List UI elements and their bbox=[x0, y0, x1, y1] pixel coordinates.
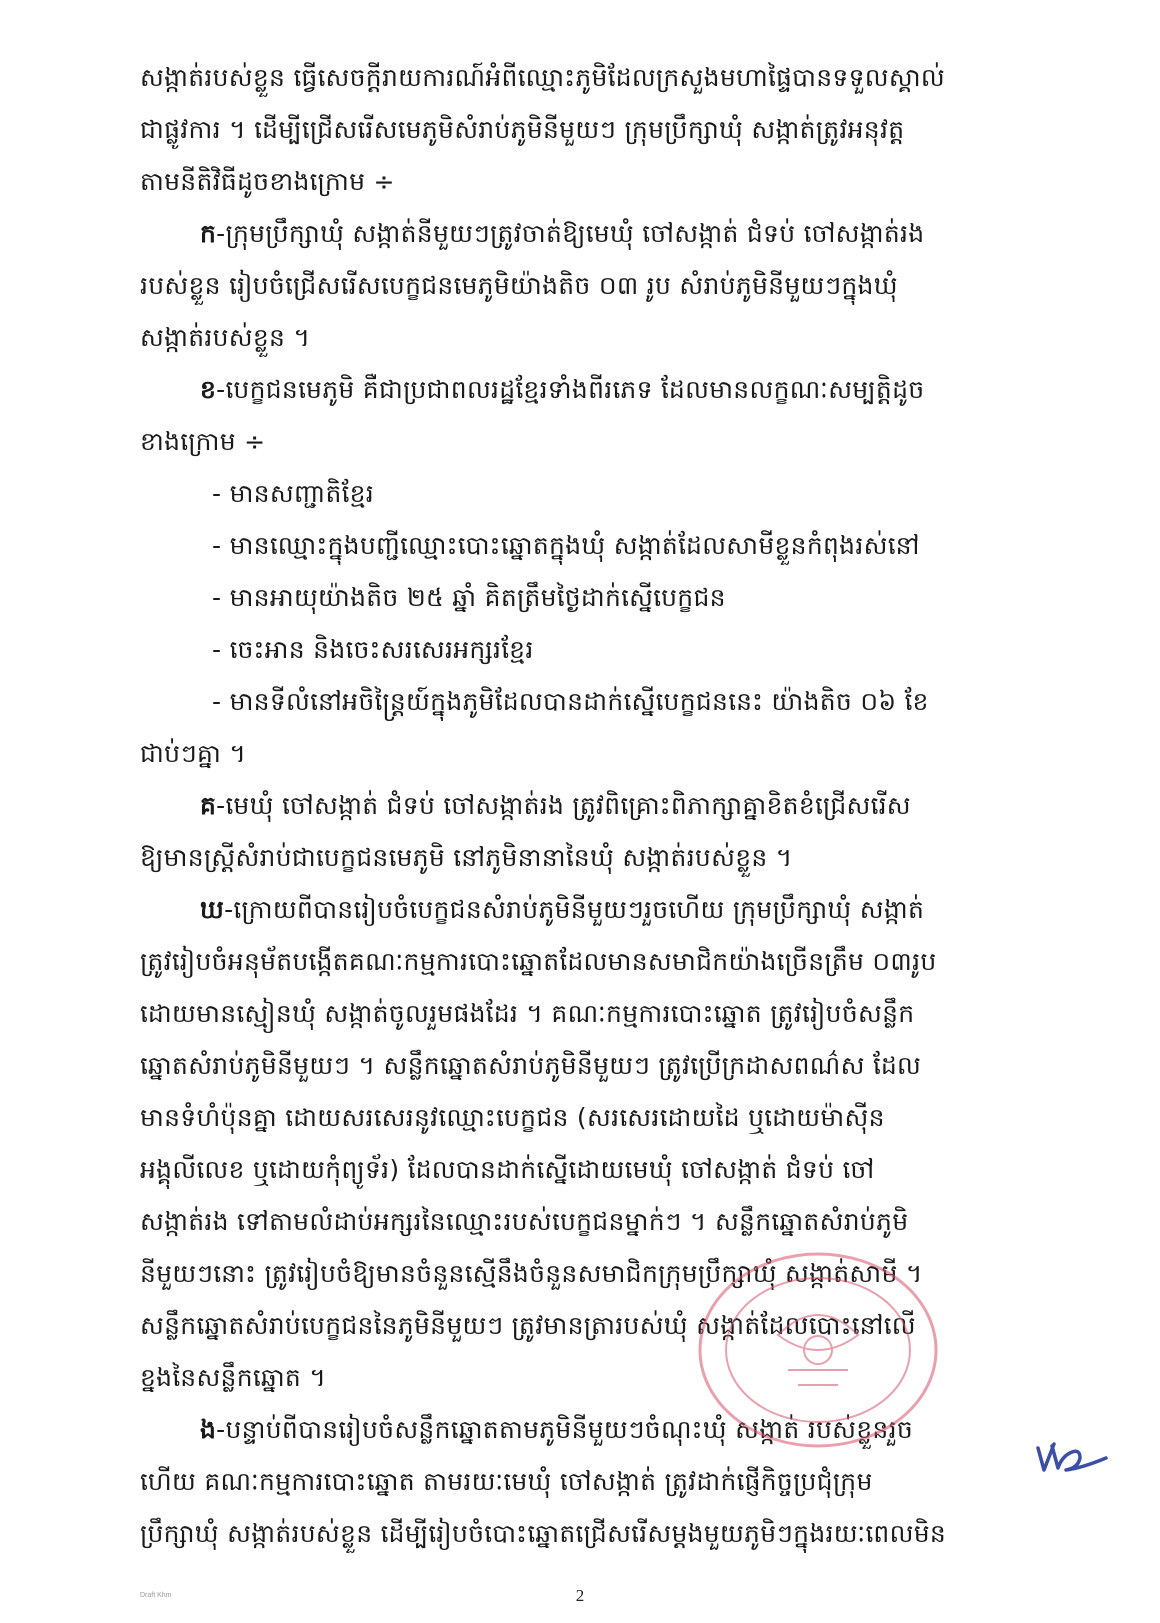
paragraph-line: របស់ខ្លួន រៀបចំជ្រើសរើសបេក្ខជនមេភូមិយ៉ាងតិច ០៣ រូប សំរាប់ភូមិនីមួយៗក្នុងឃុំ bbox=[140, 271, 898, 300]
paragraph-line: មានទំហំប៉ុនគ្នា ដោយសរសេរនូវឈ្មោះបេក្ខជន (សរសេរដោយដៃ ឬដោយម៉ាស៊ីន bbox=[140, 1103, 885, 1132]
official-seal-icon bbox=[668, 1240, 968, 1450]
section-kho-line: ឃ-ក្រោយពីបានរៀបចំបេក្ខជនសំរាប់ភូមិនីមួយៗរួចហើយ ក្រុមប្រឹក្សាឃុំ សង្កាត់ bbox=[200, 895, 925, 924]
paragraph-line: នីមួយៗនោះ ត្រូវរៀបចំឱ្យមានចំនួនស្មើនឹងចំនួនសមាជិកក្រុមប្រឹក្សាឃុំ សង្កាត់សាមី ។ bbox=[140, 1259, 923, 1288]
paragraph-line: អង្គុលីលេខ ឬដោយកុំព្យូទ័រ) ដែលបានដាក់ស្នើដោយមេឃុំ ចៅសង្កាត់ ជំទប់ ចៅ bbox=[140, 1155, 875, 1184]
paragraph-line: ជាផ្លូវការ ។ ដើម្បីជ្រើសរើសមេភូមិសំរាប់ភូមិនីមួយៗ ក្រុមប្រឹក្សាឃុំ សង្កាត់ត្រូវអនុវត្ត bbox=[140, 115, 905, 144]
paragraph-line: សង្កាត់របស់ខ្លួន ។ bbox=[140, 323, 311, 352]
section-marker: គ bbox=[200, 791, 217, 820]
bullet-item: - មានទីលំនៅអចិន្ត្រៃយ៍ក្នុងភូមិដែលបានដាក់ស្នើបេក្ខជននេះ យ៉ាងតិច ០៦ ខែ bbox=[212, 687, 929, 716]
section-marker: ខ bbox=[200, 375, 217, 404]
paragraph-line: ខ្នងនៃសន្លឹកឆ្នោត ។ bbox=[140, 1363, 327, 1392]
bullet-item: - ចេះអាន និងចេះសរសេរអក្សរខ្មែរ bbox=[212, 635, 534, 664]
paragraph-line: ប្រឹក្សាឃុំ សង្កាត់របស់ខ្លួន ដើម្បីរៀបចំបោះឆ្នោតជ្រើសរើសម្តងមួយភូមិៗក្នុងរយៈពេលមិន bbox=[140, 1519, 947, 1548]
paragraph-line: ជាប់ៗគ្នា ។ bbox=[140, 739, 247, 768]
paragraph-line: ឆ្នោតសំរាប់ភូមិនីមួយៗ ។ សន្លឹកឆ្នោតសំរាប់ភូមិនីមួយៗ ត្រូវប្រើក្រដាសពណ៌ស ដែល bbox=[140, 1051, 922, 1080]
section-kha-line: ខ-បេក្ខជនមេភូមិ គឺជាប្រជាពលរដ្ឋខ្មែរទាំងពីរភេទ ដែលមានលក្ខណៈសម្បត្តិដូច bbox=[200, 375, 925, 404]
paragraph-line: ខាងក្រោម ÷ bbox=[140, 427, 266, 456]
paragraph-line: តាមនីតិវិធីដូចខាងក្រោម ÷ bbox=[140, 167, 395, 196]
section-ngo-line: ង-បន្ទាប់ពីបានរៀបចំសន្លឹកឆ្នោតតាមភូមិនីមួយៗចំណុះឃុំ សង្កាត់ របស់ខ្លួនរួច bbox=[200, 1415, 914, 1444]
signature-icon bbox=[1032, 1430, 1117, 1480]
paragraph-line: ហើយ គណៈកម្មការបោះឆ្នោត តាមរយៈមេឃុំ ចៅសង្កាត់ ត្រូវដាក់ផ្ញើកិច្ចប្រជុំក្រុម bbox=[140, 1467, 873, 1496]
bullet-item: - មានអាយុយ៉ាងតិច ២៥ ឆ្នាំ គិតត្រឹមថ្ងៃដាក់ស្នើបេក្ខជន bbox=[212, 583, 726, 612]
section-ko-line: គ-មេឃុំ ចៅសង្កាត់ ជំទប់ ចៅសង្កាត់រង ត្រូវពិគ្រោះពិភាក្សាគ្នាខិតខំជ្រើសរើស bbox=[200, 791, 911, 820]
section-marker: ង bbox=[200, 1415, 217, 1444]
section-marker: ក bbox=[200, 219, 217, 248]
paragraph-line: សង្កាត់របស់ខ្លួន ធ្វើសេចក្តីរាយការណ៍អំពីឈ្មោះភូមិដែលក្រសួងមហាផ្ទៃបានទទួលស្គាល់ bbox=[140, 63, 945, 92]
paragraph-line: ឱ្យមានស្ត្រីសំរាប់ជាបេក្ខជនមេភូមិ នៅភូមិនានានៃឃុំ សង្កាត់របស់ខ្លួន ។ bbox=[140, 843, 793, 872]
paragraph-line: ត្រូវរៀបចំអនុម័តបង្កើតគណៈកម្មការបោះឆ្នោតដែលមានសមាជិកយ៉ាងច្រើនត្រឹម ០៣រូប bbox=[140, 947, 937, 976]
section-ka-line: ក-ក្រុមប្រឹក្សាឃុំ សង្កាត់នីមួយៗត្រូវចាត់ឱ្យមេឃុំ ចៅសង្កាត់ ជំទប់ ចៅសង្កាត់រង bbox=[200, 219, 925, 248]
footer-note: Draft Khm bbox=[140, 1592, 172, 1599]
paragraph-line: ដោយមានស្មៀនឃុំ សង្កាត់ចូលរួមផងដែរ ។ គណៈកម្មការបោះឆ្នោត ត្រូវរៀបចំសន្លឹក bbox=[140, 999, 915, 1028]
paragraph-line: សន្លឹកឆ្នោតសំរាប់បេក្ខជននៃភូមិនីមួយៗ ត្រូវមានត្រារបស់ឃុំ សង្កាត់ដែលបោះនៅលើ bbox=[140, 1311, 916, 1340]
page-number: 2 bbox=[575, 1586, 585, 1605]
bullet-item: - មានសញ្ជាតិខ្មែរ bbox=[212, 479, 375, 508]
paragraph-line: សង្កាត់រង ទៅតាមលំដាប់អក្សរនៃឈ្មោះរបស់បេក្ខជនម្នាក់ៗ ។ សន្លឹកឆ្នោតសំរាប់ភូមិ bbox=[140, 1207, 909, 1236]
bullet-item: - មានឈ្មោះក្នុងបញ្ជីឈ្មោះបោះឆ្នោតក្នុងឃុំ សង្កាត់ដែលសាមីខ្លួនកំពុងរស់នៅ bbox=[212, 531, 920, 560]
section-marker: ឃ bbox=[200, 895, 225, 924]
